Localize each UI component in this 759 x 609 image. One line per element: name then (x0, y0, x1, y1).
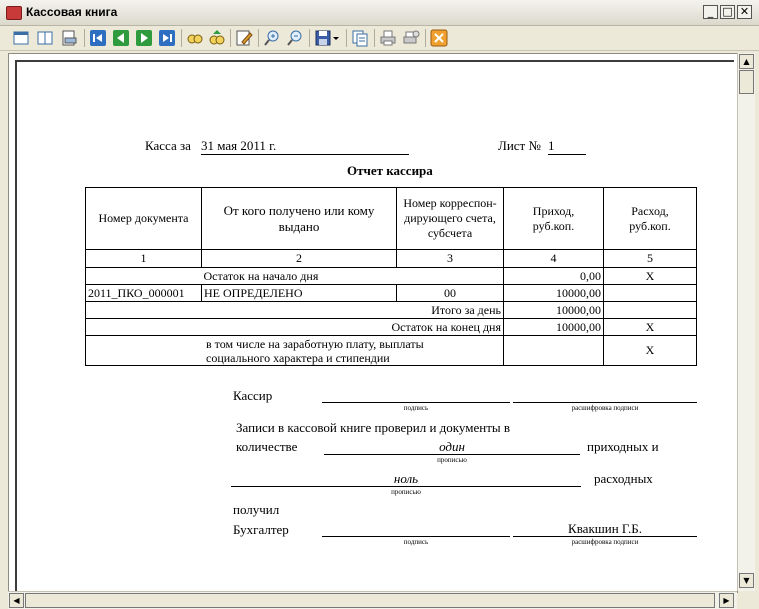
app-icon (6, 6, 22, 20)
doc-number-cell: 2011_ПКО_000001 (86, 285, 202, 302)
closing-balance-income: 10000,00 (504, 319, 604, 336)
close-preview-icon[interactable] (430, 29, 448, 47)
accountant-name: Квакшин Г.Б. (568, 521, 642, 536)
accountant-label: Бухгалтер (233, 522, 289, 537)
print-icon[interactable] (379, 29, 397, 47)
closing-balance-x: Х (604, 319, 697, 336)
save-dropdown-icon[interactable] (331, 29, 341, 47)
preview-area (8, 53, 738, 593)
save-icon[interactable] (314, 29, 332, 47)
horizontal-scroll-thumb[interactable] (25, 593, 715, 608)
including-salary-label: в том числе на заработную плату, выплаты социального характера и стипендии (86, 336, 504, 366)
caption-signature: подпись (403, 404, 429, 412)
edit-icon[interactable] (235, 29, 253, 47)
doc-account-cell: 00 (397, 285, 504, 302)
copy-icon[interactable] (351, 29, 369, 47)
header-doc-number: Номер документа (86, 188, 202, 250)
minimize-button[interactable]: _ (703, 5, 718, 19)
kassa-label: Касса за (145, 138, 191, 153)
toolbar (0, 26, 759, 51)
horizontal-scrollbar[interactable] (8, 591, 737, 609)
records-text: Записи в кассовой книге проверил и документы в (236, 420, 511, 435)
zoom-in-icon[interactable] (263, 29, 281, 47)
header-income: Приход, руб.коп. (504, 188, 604, 250)
day-total-income: 10000,00 (504, 302, 604, 319)
find-next-icon[interactable] (208, 29, 226, 47)
cashier-label: Кассир (233, 388, 273, 403)
page-single-icon[interactable] (12, 29, 30, 47)
cash-report-table (85, 187, 697, 366)
window-title: Кассовая книга (26, 5, 118, 19)
incoming-label: приходных и (587, 439, 659, 454)
title-bar (0, 0, 759, 26)
day-total-label: Итого за день (86, 302, 504, 319)
page-fit-icon[interactable] (60, 29, 78, 47)
caption-in-words-2: прописью (391, 488, 421, 496)
received-label: получил (233, 502, 280, 517)
outgoing-count: ноль (393, 471, 419, 486)
quantity-label: количестве (236, 439, 298, 454)
incoming-count: один (439, 439, 465, 454)
column-number: 4 (504, 250, 604, 268)
print-setup-icon[interactable] (402, 29, 420, 47)
close-button[interactable]: ✕ (737, 5, 752, 19)
scroll-right-button[interactable]: ▶ (719, 593, 734, 608)
opening-balance-x: Х (604, 268, 697, 285)
sheet-number: 1 (548, 138, 555, 153)
column-number: 1 (86, 250, 202, 268)
including-salary-x: Х (604, 336, 697, 366)
caption-in-words: прописью (437, 456, 467, 464)
column-number: 2 (202, 250, 397, 268)
column-number: 3 (397, 250, 504, 268)
column-number: 5 (604, 250, 697, 268)
report-title: Отчет кассира (347, 163, 433, 178)
closing-balance-label: Остаток на конец дня (86, 319, 504, 336)
vertical-scroll-thumb[interactable] (739, 70, 754, 94)
zoom-out-icon[interactable] (286, 29, 304, 47)
caption-decoding-2: расшифровка подписи (571, 538, 639, 546)
next-page-icon[interactable] (135, 29, 153, 47)
scroll-left-button[interactable]: ◀ (9, 593, 24, 608)
caption-decoding: расшифровка подписи (571, 404, 639, 412)
last-page-icon[interactable] (158, 29, 176, 47)
first-page-icon[interactable] (89, 29, 107, 47)
prev-page-icon[interactable] (112, 29, 130, 47)
maximize-button[interactable]: □ (720, 5, 735, 19)
header-from-to: От кого получено или кому выдано (202, 188, 397, 250)
report-page (15, 60, 734, 593)
page-double-icon[interactable] (36, 29, 54, 47)
header-account: Номер корреспон-дирующего счета, субсчета (397, 188, 504, 250)
doc-income-cell: 10000,00 (504, 285, 604, 302)
vertical-scrollbar[interactable] (737, 53, 755, 591)
scroll-down-button[interactable]: ▼ (739, 573, 754, 588)
find-icon[interactable] (186, 29, 204, 47)
scroll-up-button[interactable]: ▲ (739, 54, 754, 69)
outgoing-label: расходных (594, 471, 653, 486)
doc-from-cell: НЕ ОПРЕДЕЛЕНО (202, 285, 397, 302)
opening-balance-income: 0,00 (504, 268, 604, 285)
caption-signature-2: подпись (403, 538, 429, 546)
header-expense: Расход, руб.коп. (604, 188, 697, 250)
sheet-label: Лист № (498, 138, 541, 153)
report-date: 31 мая 2011 г. (201, 138, 277, 153)
opening-balance-label: Остаток на начало дня (202, 268, 504, 285)
